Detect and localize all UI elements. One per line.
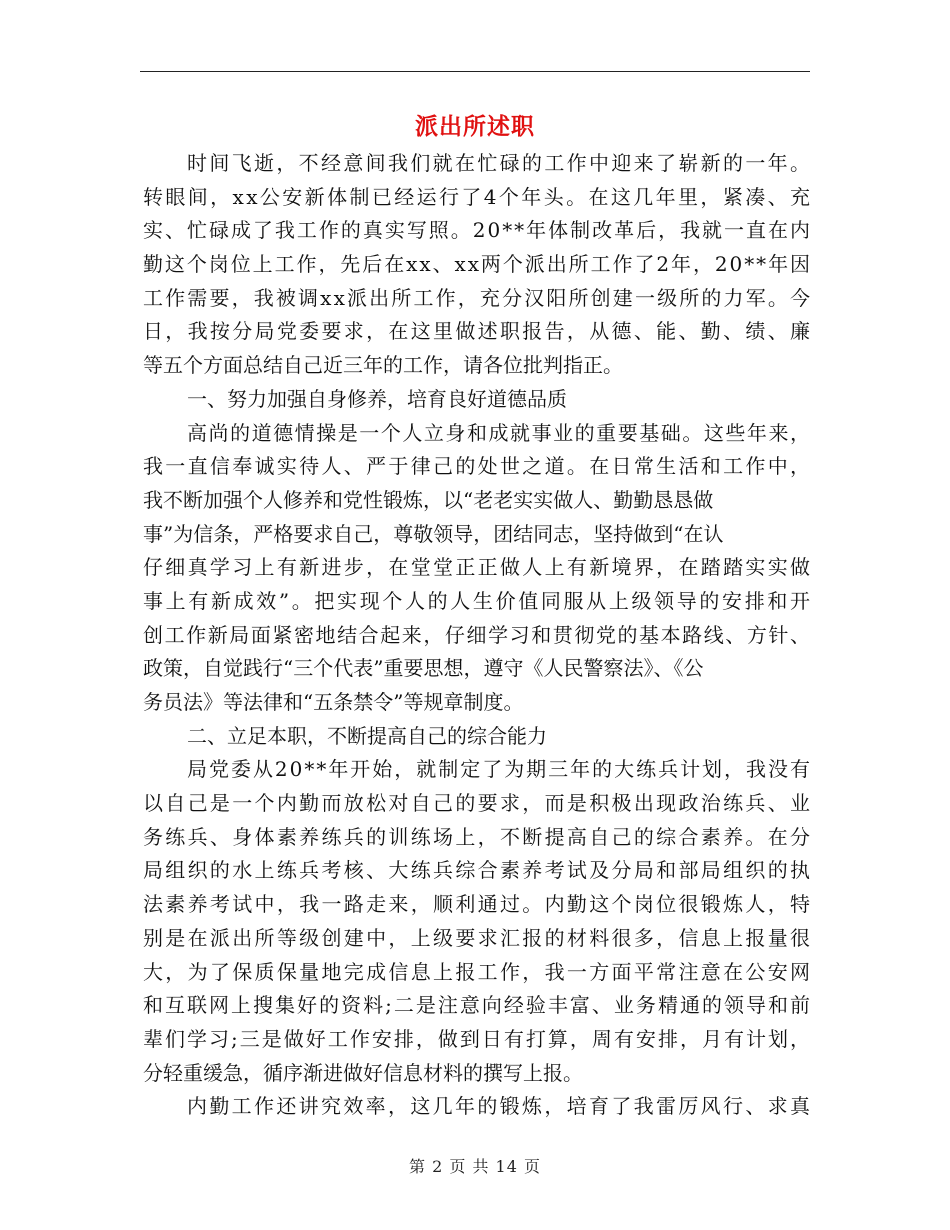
text-line: 二、立足本职，不断提高自己的综合能力	[187, 723, 547, 748]
text-line: 内勤工作还讲究效率，这几年的锻炼，培育了我雷厉风行、求真	[187, 1094, 813, 1119]
text-line: 仔细真学习上有新进步，在堂堂正正做人上有新境界，在踏踏实实做	[143, 555, 813, 580]
document-title: 派出所述职	[415, 113, 535, 140]
text-line: 事上有新成效”。把实现个人的人生价值同服从上级领导的安排和开	[143, 588, 813, 613]
text-line: 实、忙碌成了我工作的真实写照。20**年体制改革后，我就一直在内	[143, 218, 812, 243]
text-line: 务练兵、身体素养练兵的训练场上，不断提高自己的综合素养。在分	[143, 824, 813, 849]
text-line: 勤这个岗位上工作，先后在xx、xx两个派出所工作了2年，20**年因	[143, 252, 812, 277]
text-line: 法素养考试中，我一路走来，顺利通过。内勤这个岗位很锻炼人，特	[143, 892, 813, 917]
text-line: 辈们学习;三是做好工作安排，做到日有打算，周有安排，月有计划，	[143, 1026, 812, 1051]
text-line: 工作需要，我被调xx派出所工作，充分汉阳所创建一级所的力军。今	[143, 285, 813, 310]
text-line: 局组织的水上练兵考核、大练兵综合素养考试及分局和部局组织的执	[143, 858, 813, 883]
text-line: 日，我按分局党委要求，在这里做述职报告，从德、能、勤、绩、廉	[143, 319, 813, 344]
text-line: 务员法》等法律和“五条禁令”等规章制度。	[143, 690, 524, 714]
text-line: 创工作新局面紧密地结合起来，仔细学习和贯彻党的基本路线、方针、	[143, 622, 812, 647]
text-line: 和互联网上搜集好的资料;二是注意向经验丰富、业务精通的领导和前	[143, 993, 812, 1018]
text-line: 局党委从20**年开始，就制定了为期三年的大练兵计划，我没有	[187, 757, 812, 782]
text-line: 以自己是一个内勤而放松对自己的要求，而是积极出现政治练兵、业	[143, 791, 813, 816]
page-footer: 第 2 页 共 14 页	[409, 1157, 541, 1176]
text-line: 我一直信奉诚实待人、严于律己的处世之道。在日常生活和工作中，	[143, 454, 813, 479]
text-line: 转眼间，xx公安新体制已经运行了4个年头。在这几年里，紧凑、充	[143, 184, 813, 209]
text-line: 别是在派出所等级创建中，上级要求汇报的材料很多，信息上报量很	[143, 925, 813, 950]
text-line: 大，为了保质保量地完成信息上报工作，我一方面平常注意在公安网	[143, 959, 813, 984]
document-body	[143, 147, 813, 1124]
text-line: 我不断加强个人修养和党性锻炼，以“老老实实做人、勤勤恳恳做	[143, 487, 714, 512]
text-line: 政策，自觉践行“三个代表”重要思想，遵守《人民警察法》、《公	[143, 656, 704, 681]
text-line: 时间飞逝，不经意间我们就在忙碌的工作中迎来了崭新的一年。	[187, 151, 813, 175]
text-line: 分轻重缓急，循序渐进做好信息材料的撰写上报。	[143, 1060, 583, 1085]
text-line: 事”为信条，严格要求自己，尊敬领导，团结同志，坚持做到“在认	[143, 521, 724, 546]
header-rule	[140, 71, 810, 72]
text-line: 一、努力加强自身修养，培育良好道德品质	[187, 386, 567, 411]
text-line: 等五个方面总结自己近三年的工作，请各位批判指正。	[143, 353, 623, 378]
text-line: 高尚的道德情操是一个人立身和成就事业的重要基础。这些年来，	[187, 420, 812, 445]
